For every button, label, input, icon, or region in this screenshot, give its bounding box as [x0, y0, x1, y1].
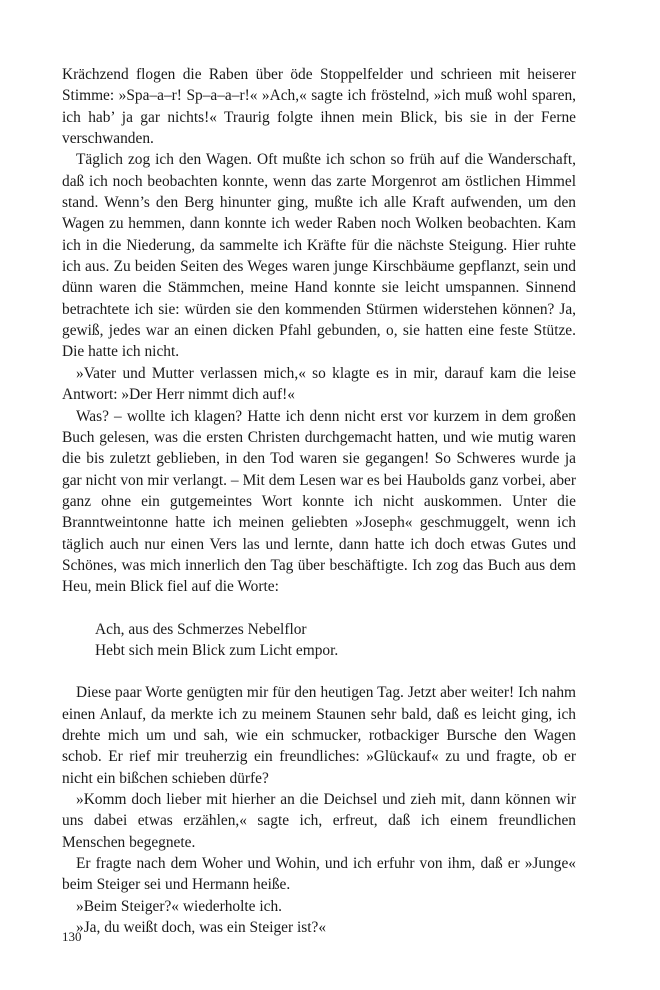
paragraph: Krächzend flogen die Raben über öde Stoppelfelder und schrieen mit heiserer Stimme: »Spa–a–r! Sp–a–a–r!« »Ach,« sagte ich fröstelnd, »ich muß wohl sparen, ich hab’ ja gar nichts!« Traurig folgte ihnen mein Blick, bis sie in der Ferne verschwanden.: [62, 66, 576, 148]
book-page-body: [62, 64, 576, 938]
verse-line: Hebt sich mein Blick zum Licht empor.: [95, 641, 339, 659]
paragraph: »Vater und Mutter verlassen mich,« so klagte es in mir, darauf kam die leise Antwort: »Der Herr nimmt dich auf!«: [62, 364, 576, 404]
paragraph: Was? – wollte ich klagen? Hatte ich denn nicht erst vor kurzem in dem großen Buch gelesen, was die ersten Christen durchgemacht hatten, und wie mutig waren die bis zuletzt geblieben, in den Tod waren sie gegangen! So Schweres wurde ja gar nicht von mir verlangt. – Mit dem Lesen war es bei Haubolds ganz vorbei, aber ganz ohne ein gutgemeintes Wort konnte ich nicht auskommen. Unter die Branntweintonne hatte ich meinen geliebten »Joseph« geschmuggelt, wenn ich täglich auch nur einen Vers las und lernte, dann hatte ich doch etwas Gutes und Schönes, was mich innerlich den Tag über beschäftigte. Ich zog das Buch aus dem Heu, mein Blick fiel auf die Worte:: [62, 407, 576, 596]
verse-block: [95, 619, 576, 662]
paragraph: »Komm doch lieber mit hierher an die Deichsel und zieh mit, dann können wir uns dabei etwas erzählen,« sagte ich, erfreut, daß ich einem freundlichen Menschen begegnete.: [62, 791, 576, 851]
page-number: 130: [62, 929, 82, 944]
paragraph: Täglich zog ich den Wagen. Oft mußte ich schon so früh auf die Wanderschaft, daß ich noch beobachten konnte, wenn das zarte Morgenrot am östlichen Himmel stand. Wenn’s den Berg hinunter ging, mußte ich alle Kraft aufwenden, um den Wagen zu hemmen, dann konnte ich weder Raben noch Wolken beobachten. Kam ich in die Niederung, da sammelte ich Kräfte für die nächste Steigung. Hier ruhte ich aus. Zu beiden Seiten des Weges waren junge Kirschbäume gepflanzt, sein und dünn waren die Stämmchen, meine Hand konnte sie leicht umspannen. Sinnend betrachtete ich sie: würden sie den kommenden Stürmen widerstehen können? Ja, gewiß, jedes war an einen dicken Pfahl gebunden, o, sie hatten eine feste Stütze. Die hatte ich nicht.: [62, 151, 576, 361]
paragraph: »Ja, du weißt doch, was ein Steiger ist?«: [76, 919, 327, 937]
paragraph: Er fragte nach dem Woher und Wohin, und ich erfuhr von ihm, daß er »Junge« beim Steiger sei und Hermann heiße.: [62, 855, 576, 894]
paragraph: »Beim Steiger?« wiederholte ich.: [76, 897, 283, 915]
verse-line: Ach, aus des Schmerzes Nebelflor: [95, 620, 307, 638]
paragraph: Diese paar Worte genügten mir für den heutigen Tag. Jetzt aber weiter! Ich nahm einen Anlauf, da merkte ich zu meinem Staunen sehr bald, daß es leicht ging, ich drehte mich um und sah, wie ein schmucker, rotbackiger Bursche den Wagen schob. Er rief mir treuherzig ein freundliches: »Glückauf« zu und fragte, ob er nicht ein bißchen schieben dürfe?: [62, 684, 576, 787]
